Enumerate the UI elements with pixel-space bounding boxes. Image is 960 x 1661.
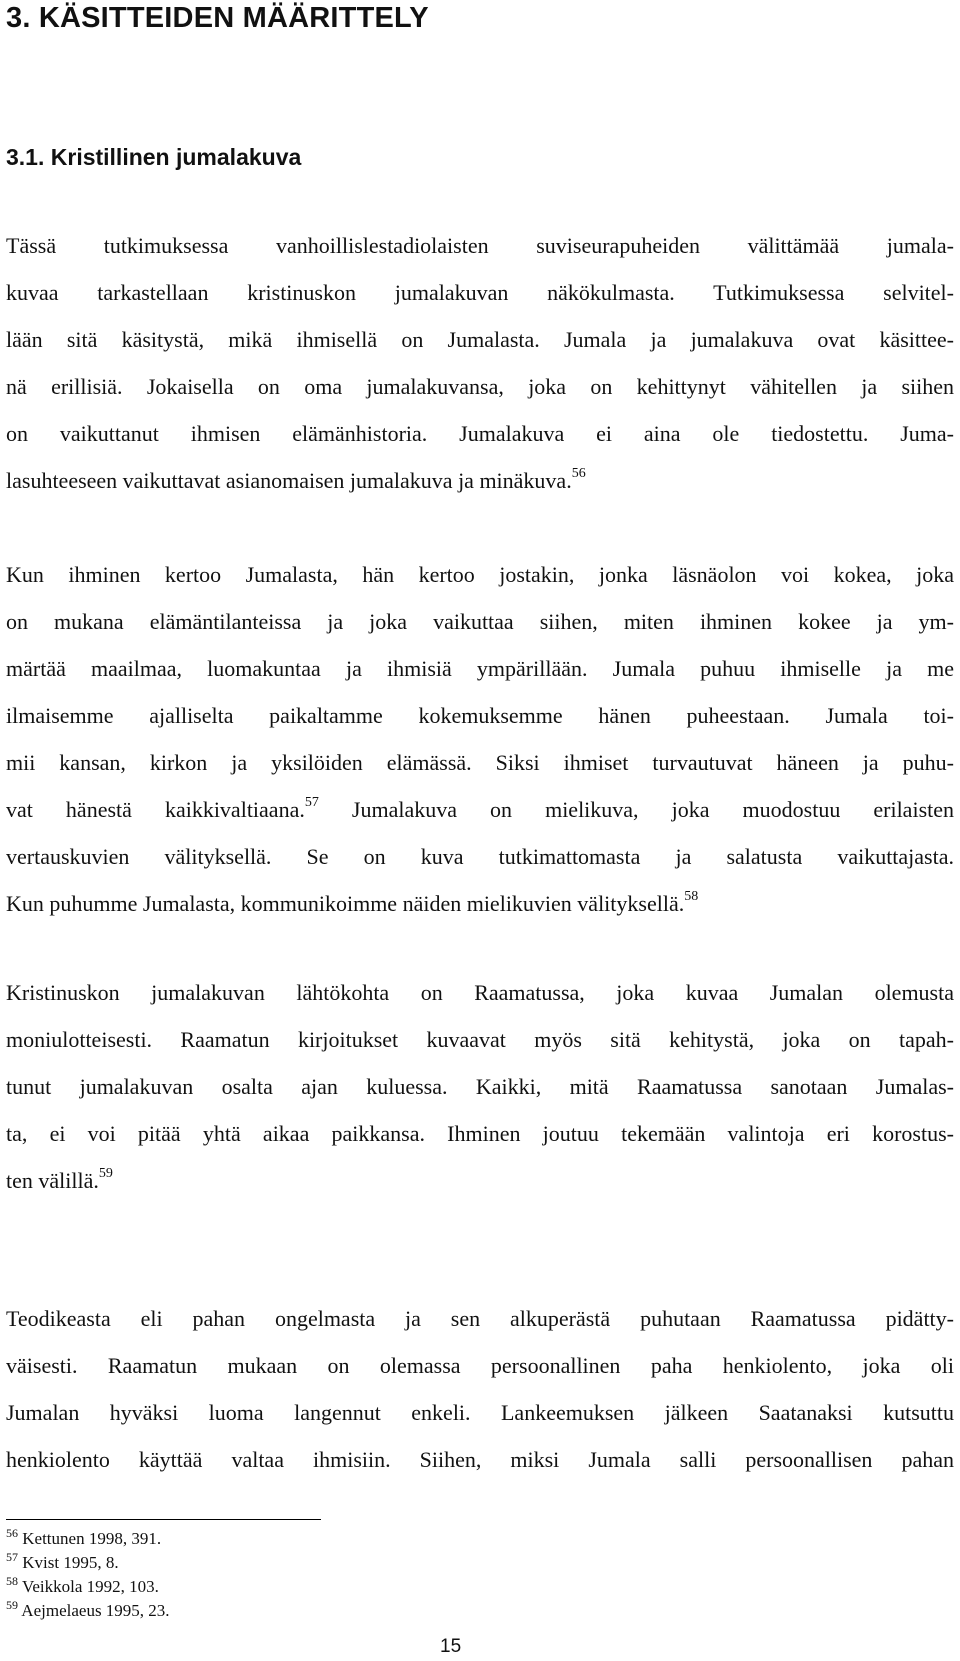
- footnote-number: 57: [6, 1550, 18, 1564]
- text-line: moniulotteisesti. Raamatun kirjoitukset kuvaavat myös sitä kehitystä, joka on tapah-: [6, 1027, 954, 1052]
- footnote-ref: 58: [684, 889, 699, 904]
- text-line: tunut jumalakuvan osalta ajan kuluessa. Kaikki, mitä Raamatussa sanotaan Jumalas-: [6, 1074, 954, 1099]
- footnote-ref: 57: [304, 795, 319, 810]
- text-line-content: vat hänestä kaikkivaltiaana.: [6, 797, 305, 822]
- paragraph-2: [6, 551, 954, 927]
- footnotes: [6, 1527, 170, 1623]
- text-line-content: Kun puhumme Jumalasta, kommunikoimme näiden mielikuvien välityksellä.: [6, 891, 685, 916]
- footnote: [6, 1575, 170, 1599]
- footnote-number: 56: [6, 1526, 18, 1540]
- text-line: ta, ei voi pitää yhtä aikaa paikkansa. Ihminen joutuu tekemään valintoja eri korostus-: [6, 1121, 954, 1146]
- chapter-heading: 3. KÄSITTEIDEN MÄÄRITTELY: [6, 2, 429, 34]
- text-line: [6, 457, 954, 504]
- text-line: henkiolento käyttää valtaa ihmisiin. Siihen, miksi Jumala salli persoonallisen pahan: [6, 1447, 954, 1472]
- text-line: Tässä tutkimuksessa vanhoillislestadiolaisten suviseurapuheiden välittämää jumala-: [6, 233, 954, 258]
- text-line-content: Jumalakuva on mielikuva, joka muodostuu erilaisten: [318, 797, 955, 822]
- text-line: [6, 786, 954, 833]
- footnote: [6, 1527, 170, 1551]
- text-line: on mukana elämäntilanteissa ja joka vaikuttaa siihen, miten ihminen kokee ja ym-: [6, 609, 954, 634]
- footnote-separator: [6, 1519, 321, 1520]
- text-line: väisesti. Raamatun mukaan on olemassa persoonallinen paha henkiolento, joka oli: [6, 1353, 954, 1378]
- text-line: [6, 1157, 954, 1204]
- paragraph-1: [6, 222, 954, 504]
- footnote-number: 59: [6, 1598, 18, 1612]
- text-line: märtää maailmaa, luomakuntaa ja ihmisiä ympärillään. Jumala puhuu ihmiselle ja me: [6, 656, 954, 681]
- text-line: Jumalan hyväksi luoma langennut enkeli. Lankeemuksen jälkeen Saatanaksi kutsuttu: [6, 1400, 954, 1425]
- section-heading: 3.1. Kristillinen jumalakuva: [6, 144, 302, 170]
- footnote-text: Veikkola 1992, 103.: [18, 1577, 159, 1596]
- footnote-text: Kvist 1995, 8.: [18, 1553, 119, 1572]
- text-line: vertauskuvien välityksellä. Se on kuva tutkimattomasta ja salatusta vaikuttajasta.: [6, 844, 954, 869]
- text-line-content: lasuhteeseen vaikuttavat asianomaisen jumalakuva ja minäkuva.: [6, 468, 572, 493]
- text-line: lään sitä käsitystä, mikä ihmisellä on Jumalasta. Jumala ja jumalakuva ovat käsittee-: [6, 327, 954, 352]
- paragraph-3: [6, 969, 954, 1204]
- paragraph-4: [6, 1295, 954, 1483]
- page-number: 15: [440, 1636, 462, 1657]
- text-line: kuvaa tarkastellaan kristinuskon jumalakuvan näkökulmasta. Tutkimuksessa selvitel-: [6, 280, 954, 305]
- footnote-number: 58: [6, 1574, 18, 1588]
- footnote-text: Kettunen 1998, 391.: [18, 1529, 162, 1548]
- footnote-text: Aejmelaeus 1995, 23.: [18, 1601, 170, 1620]
- text-line: mii kansan, kirkon ja yksilöiden elämässä. Siksi ihmiset turvautuvat häneen ja puhu-: [6, 750, 954, 775]
- text-line: on vaikuttanut ihmisen elämänhistoria. Jumalakuva ei aina ole tiedostettu. Juma-: [6, 421, 954, 446]
- footnote-ref: 59: [98, 1166, 113, 1181]
- text-line: Kun ihminen kertoo Jumalasta, hän kertoo jostakin, jonka läsnäolon voi kokea, joka: [6, 562, 954, 587]
- text-line: nä erillisiä. Jokaisella on oma jumalakuvansa, joka on kehittynyt vähitellen ja siihen: [6, 374, 954, 399]
- text-line: ilmaisemme ajalliselta paikaltamme kokemuksemme hänen puheestaan. Jumala toi-: [6, 703, 954, 728]
- text-line: Teodikeasta eli pahan ongelmasta ja sen alkuperästä puhutaan Raamatussa pidätty-: [6, 1306, 954, 1331]
- footnote: [6, 1551, 170, 1575]
- footnote-ref: 56: [571, 466, 586, 481]
- text-line-content: ten välillä.: [6, 1168, 99, 1193]
- text-line: [6, 880, 954, 927]
- footnote: [6, 1599, 170, 1623]
- text-line: Kristinuskon jumalakuvan lähtökohta on Raamatussa, joka kuvaa Jumalan olemusta: [6, 980, 954, 1005]
